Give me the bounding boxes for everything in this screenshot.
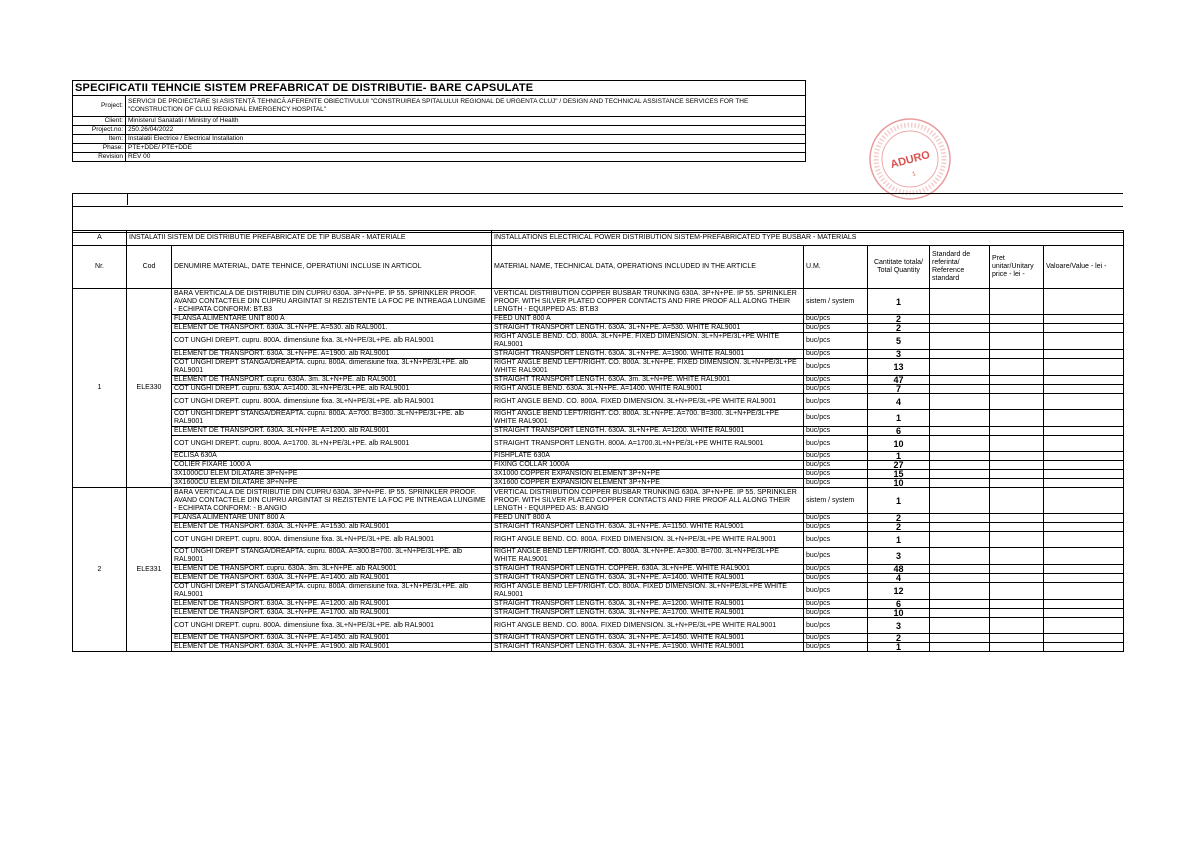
item-unit: buc/pcs <box>804 410 868 427</box>
item-unit-price <box>990 350 1044 359</box>
item-unit: buc/pcs <box>804 574 868 583</box>
item-quantity: 15 <box>868 470 930 479</box>
item-unit: buc/pcs <box>804 427 868 436</box>
item-description-en: FEED UNIT 800 A <box>492 315 804 324</box>
item-unit-price <box>990 470 1044 479</box>
col-cod: Cod <box>127 246 172 289</box>
section-title-en: INSTALLATIONS ELECTRICAL POWER DISTRIBUTION SISTEM-PREFABRICATED TYPE BUSBAR - MATERIALS <box>492 231 1124 246</box>
item-quantity: 1 <box>868 532 930 548</box>
item-description-ro: COLIER FIXARE 1000 A <box>172 461 492 470</box>
section-letter: A <box>73 231 127 246</box>
client-label: Client: <box>73 117 126 126</box>
item-value <box>1044 532 1124 548</box>
item-unit: buc/pcs <box>804 315 868 324</box>
item-description-ro: FLANSA ALIMENTARE UNIT 800 A <box>172 514 492 523</box>
item-unit-price <box>990 479 1044 488</box>
item-unit: buc/pcs <box>804 350 868 359</box>
item-unit-price <box>990 523 1044 532</box>
item-description-ro: ELEMENT DE TRANSPORT. 630A. 3L+N+PE. A=1900. alb RAL9001 <box>172 350 492 359</box>
item-value <box>1044 600 1124 609</box>
item-quantity: 12 <box>868 583 930 600</box>
item-description-en: RIGHT ANGLE BEND. CO. 800A. FIXED DIMENSION. 3L+N+PE/3L+PE WHITE RAL9001 <box>492 394 804 410</box>
table-row <box>73 376 1124 385</box>
item-quantity: 4 <box>868 394 930 410</box>
item-unit: buc/pcs <box>804 532 868 548</box>
item-description-en: STRAIGHT TRANSPORT LENGTH. 630A. 3L+N+PE. A=1400. WHITE RAL9001 <box>492 574 804 583</box>
item-unit-price <box>990 532 1044 548</box>
item-description-en: STRAIGHT TRANSPORT LENGTH. COPPER. 630A. 3L+N+PE. WHITE RAL9001 <box>492 565 804 574</box>
item-quantity: 10 <box>868 436 930 452</box>
item-quantity: 2 <box>868 523 930 532</box>
table-row <box>73 461 1124 470</box>
item-standard <box>930 289 990 315</box>
item-unit-price <box>990 565 1044 574</box>
item-standard <box>930 479 990 488</box>
item-unit: buc/pcs <box>804 385 868 394</box>
item-standard <box>930 461 990 470</box>
item-value <box>1044 514 1124 523</box>
item-quantity: 1 <box>868 452 930 461</box>
item-description-ro: ELEMENT DE TRANSPORT. 630A. 3L+N+PE. A=1400. alb RAL9001 <box>172 574 492 583</box>
item-unit-price <box>990 514 1044 523</box>
item-description-ro: ECLISA 630A <box>172 452 492 461</box>
item-description-en: FEED UNIT 800 A <box>492 514 804 523</box>
item-description-en: RIGHT ANGLE BEND LEFT/RIGHT. CO. 800A. FIXED DIMENSION. 3L+N+PE/3L+PE WHITE RAL9001 <box>492 583 804 600</box>
item-description-ro: 3X1000CU ELEM DILATARE 3P+N+PE <box>172 470 492 479</box>
item-description-en: STRAIGHT TRANSPORT LENGTH. 630A. 3L+N+PE. A=1900. WHITE RAL9001 <box>492 350 804 359</box>
item-description-en: VERTICAL DISTRIBUTION COPPER BUSBAR TRUNKING 630A. 3P+N+PE. IP 55. SPRINKLER PROOF. WITH SILVER PLATED COPPER CONTACTS AND FIRE PROOF ALL ALONG THEIR LENGTH - EQUIPPED AS: BT.B3 <box>492 289 804 315</box>
item-standard <box>930 574 990 583</box>
company-stamp <box>867 116 953 202</box>
item-description-ro: ELEMENT DE TRANSPORT. 630A. 3L+N+PE. A=1200. alb RAL9001 <box>172 427 492 436</box>
table-row <box>73 600 1124 609</box>
col-price: Pret unitar/Unitary price - lei - <box>990 246 1044 289</box>
item-unit: buc/pcs <box>804 565 868 574</box>
item-description-en: STRAIGHT TRANSPORT LENGTH. 630A. 3L+N+PE. A=1450. WHITE RAL9001 <box>492 634 804 643</box>
item-quantity: 1 <box>868 289 930 315</box>
revision-label: Revision <box>73 153 126 162</box>
table-row <box>73 548 1124 565</box>
item-standard <box>930 643 990 652</box>
item-unit: buc/pcs <box>804 583 868 600</box>
item-description-en: RIGHT ANGLE BEND LEFT/RIGHT. CO. 800A. 3L+N+PE. FIXED DIMENSION. 3L+N+PE/3L+PE WHITE RAL9001 <box>492 359 804 376</box>
item-unit: buc/pcs <box>804 600 868 609</box>
item-standard <box>930 600 990 609</box>
item-unit-price <box>990 427 1044 436</box>
table-row <box>73 565 1124 574</box>
item-description-en: STRAIGHT TRANSPORT LENGTH. 630A. 3L+N+PE. A=1900. WHITE RAL9001 <box>492 643 804 652</box>
item-quantity: 4 <box>868 574 930 583</box>
item-value <box>1044 470 1124 479</box>
svg-text:1: 1 <box>911 171 917 178</box>
item-quantity: 7 <box>868 385 930 394</box>
col-value: Valoare/Value - lei - <box>1044 246 1124 289</box>
table-row <box>73 359 1124 376</box>
table-row <box>73 470 1124 479</box>
item-value <box>1044 479 1124 488</box>
stamp-text: ADURO <box>889 148 932 171</box>
item-unit-price <box>990 600 1044 609</box>
item-description-en: 3X1600 COPPER EXPANSION ELEMENT 3P+N+PE <box>492 479 804 488</box>
item-unit: buc/pcs <box>804 436 868 452</box>
item-unit: buc/pcs <box>804 359 868 376</box>
item-standard <box>930 488 990 514</box>
item-quantity: 2 <box>868 324 930 333</box>
item-quantity: 3 <box>868 618 930 634</box>
table-row <box>73 394 1124 410</box>
item-unit-price <box>990 548 1044 565</box>
item-unit-price <box>990 643 1044 652</box>
item-value <box>1044 359 1124 376</box>
item-description-en: RIGHT ANGLE BEND. 630A. 3L+N+PE. A=1400. WHITE RAL9001 <box>492 385 804 394</box>
item-value <box>1044 634 1124 643</box>
item-quantity: 3 <box>868 350 930 359</box>
item-description-en: STRAIGHT TRANSPORT LENGTH. 800A. A=1700.3L+N+PE/3L+PE WHITE RAL9001 <box>492 436 804 452</box>
item-standard <box>930 410 990 427</box>
item-description-en: STRAIGHT TRANSPORT LENGTH. 630A. 3L+N+PE. A=1150. WHITE RAL9001 <box>492 523 804 532</box>
item-value <box>1044 488 1124 514</box>
table-row <box>73 427 1124 436</box>
item-standard <box>930 583 990 600</box>
table-row <box>73 634 1124 643</box>
item-standard <box>930 514 990 523</box>
item-description-ro: ELEMENT DE TRANSPORT. 630A. 3L+N+PE. A=1450. alb RAL9001 <box>172 634 492 643</box>
item-unit-price <box>990 324 1044 333</box>
item-standard <box>930 634 990 643</box>
item-value <box>1044 583 1124 600</box>
item-unit-price <box>990 618 1044 634</box>
item-description-ro: COT UNGHI DREPT. cupru. 800A. dimensiune fixa. 3L+N+PE/3L+PE. alb RAL9001 <box>172 333 492 350</box>
item-standard <box>930 324 990 333</box>
item-unit-price <box>990 634 1044 643</box>
item-unit: buc/pcs <box>804 461 868 470</box>
item-standard <box>930 436 990 452</box>
item-standard <box>930 609 990 618</box>
item-standard <box>930 376 990 385</box>
revision-value: REV 00 <box>126 153 806 162</box>
item-unit: buc/pcs <box>804 376 868 385</box>
item-unit-price <box>990 436 1044 452</box>
item-standard <box>930 385 990 394</box>
item-description-en: VERTICAL DISTRIBUTION COPPER BUSBAR TRUNKING 630A. 3P+N+PE. IP 55. SPRINKLER PROOF. WITH SILVER PLATED COPPER CONTACTS AND FIRE PROOF ALL ALONG THEIR LENGTH - EQUIPPED AS: B.ANGIO <box>492 488 804 514</box>
item-value <box>1044 394 1124 410</box>
phase-value: PTE+DDE/ PTE+DDE <box>126 144 806 153</box>
item-unit-price <box>990 461 1044 470</box>
table-row <box>73 643 1124 652</box>
item-quantity: 10 <box>868 609 930 618</box>
item-value <box>1044 523 1124 532</box>
item-quantity: 27 <box>868 461 930 470</box>
item-quantity: 47 <box>868 376 930 385</box>
table-row <box>73 436 1124 452</box>
table-row <box>73 609 1124 618</box>
item-value <box>1044 436 1124 452</box>
table-row <box>73 324 1124 333</box>
item-quantity: 13 <box>868 359 930 376</box>
item-standard <box>930 359 990 376</box>
item-unit-price <box>990 376 1044 385</box>
item-value <box>1044 452 1124 461</box>
item-description-ro: COT UNGHI DREPT STANGA/DREAPTA. cupru. 800A. A=300.B=700. 3L+N+PE/3L+PE. alb RAL9001 <box>172 548 492 565</box>
item-value <box>1044 333 1124 350</box>
group-number: 1 <box>73 289 127 488</box>
section-header-row <box>73 231 1124 246</box>
item-unit-price <box>990 488 1044 514</box>
table-row <box>73 350 1124 359</box>
item-quantity: 1 <box>868 488 930 514</box>
item-value <box>1044 618 1124 634</box>
item-standard <box>930 350 990 359</box>
item-value <box>1044 565 1124 574</box>
item-unit-price <box>990 394 1044 410</box>
col-std: Standard de referinta/ Reference standard <box>930 246 990 289</box>
item-quantity: 6 <box>868 600 930 609</box>
item-description-ro: BARA VERTICALA DE DISTRIBUTIE DIN CUPRU 630A. 3P+N+PE. IP 55. SPRINKLER PROOF. AVAND CONTACTELE DIN CUPRU ARGINTAT SI REZISTENTE LA FOC PE INTREAGA LUNGIME - ECHIPATA CONFORM: - B.ANGIO <box>172 488 492 514</box>
item-description-ro: COT UNGHI DREPT. cupru. 800A. dimensiune fixa. 3L+N+PE/3L+PE. alb RAL9001 <box>172 532 492 548</box>
col-nr: Nr. <box>73 246 127 289</box>
item-standard <box>930 394 990 410</box>
item-unit-price <box>990 385 1044 394</box>
item-value <box>1044 574 1124 583</box>
item-value <box>1044 410 1124 427</box>
item-unit-price <box>990 315 1044 324</box>
item-value <box>1044 289 1124 315</box>
phase-label: Phase: <box>73 144 126 153</box>
item-description-en: STRAIGHT TRANSPORT LENGTH. 630A. 3L+N+PE. A=530. WHITE RAL9001 <box>492 324 804 333</box>
item-description-ro: ELEMENT DE TRANSPORT. 630A. 3L+N+PE. A=1200. alb RAL9001 <box>172 600 492 609</box>
table-row <box>73 583 1124 600</box>
item-standard <box>930 333 990 350</box>
item-quantity: 1 <box>868 410 930 427</box>
project-label: Project: <box>73 96 126 117</box>
item-unit-price <box>990 452 1044 461</box>
item-unit-price <box>990 583 1044 600</box>
item-description-ro: BARA VERTICALA DE DISTRIBUTIE DIN CUPRU 630A. 3P+N+PE. IP 55. SPRINKLER PROOF. AVAND CONTACTELE DIN CUPRU ARGINTAT SI REZISTENTE LA FOC PE INTREAGA LUNGIME - ECHIPATA CONFORM: BT.B3 <box>172 289 492 315</box>
table-row <box>73 385 1124 394</box>
item-unit-price <box>990 574 1044 583</box>
project-value: SERVICII DE PROIECTARE ȘI ASISTENȚĂ TEHNICĂ AFERENTE OBIECTIVULUI "CONSTRUIREA SPITALULUI REGIONAL DE URGENTA CLUJ" / DESIGN AND TECHNICAL ASSISTANCE SERVICES FOR THE "CONSTRUCTION OF CLUJ REGIONAL EMERGENCY HOSPITAL" <box>126 96 806 117</box>
item-quantity: 1 <box>868 643 930 652</box>
item-value <box>1044 548 1124 565</box>
project-number-value: 250.26/04/2022 <box>126 126 806 135</box>
item-unit-price <box>990 333 1044 350</box>
item-description-ro: ELEMENT DE TRANSPORT. 630A. 3L+N+PE. A=1700. alb RAL9001 <box>172 609 492 618</box>
item-description-ro: 3X1600CU ELEM DILATARE 3P+N+PE <box>172 479 492 488</box>
table-row <box>73 514 1124 523</box>
item-description-ro: FLANSA ALIMENTARE UNIT 800 A <box>172 315 492 324</box>
group-code: ELE330 <box>127 289 172 488</box>
item-description-en: RIGHT ANGLE BEND LEFT/RIGHT. CO. 800A. 3L+N+PE. A=300. B=700. 3L+N+PE/3L+PE WHITE RAL9001 <box>492 548 804 565</box>
item-unit: buc/pcs <box>804 548 868 565</box>
item-unit-price <box>990 359 1044 376</box>
item-value <box>1044 427 1124 436</box>
item-description-ro: ELEMENT DE TRANSPORT. cupru. 630A. 3m. 3L+N+PE. alb RAL9001 <box>172 376 492 385</box>
item-unit: buc/pcs <box>804 452 868 461</box>
item-unit: buc/pcs <box>804 479 868 488</box>
column-header-row <box>73 246 1124 289</box>
item-unit: sistem / system <box>804 488 868 514</box>
table-row <box>73 333 1124 350</box>
item-description-ro: COT UNGHI DREPT. cupru. 630A. A=1400. 3L+N+PE/3L+PE. alb RAL9001 <box>172 385 492 394</box>
item-standard <box>930 548 990 565</box>
item-unit: buc/pcs <box>804 634 868 643</box>
table-row <box>73 488 1124 514</box>
item-value <box>1044 350 1124 359</box>
document-title: SPECIFICATII TEHNCIE SISTEM PREFABRICAT DE DISTRIBUTIE- BARE CAPSULATE <box>73 81 806 96</box>
document-header <box>72 80 806 162</box>
item-description-en: STRAIGHT TRANSPORT LENGTH. 630A. 3L+N+PE. A=1200. WHITE RAL9001 <box>492 600 804 609</box>
item-unit: sistem / system <box>804 289 868 315</box>
item-value <box>1044 324 1124 333</box>
item-quantity: 5 <box>868 333 930 350</box>
item-quantity: 2 <box>868 315 930 324</box>
table-row <box>73 532 1124 548</box>
item-description-en: RIGHT ANGLE BEND LEFT/RIGHT. CO. 800A. 3L+N+PE. A=700. B=300. 3L+N+PE/3L+PE WHITE RAL9001 <box>492 410 804 427</box>
item-value <box>1044 643 1124 652</box>
item-description-en: STRAIGHT TRANSPORT LENGTH. 630A. 3L+N+PE. A=1200. WHITE RAL9001 <box>492 427 804 436</box>
item-value <box>1044 461 1124 470</box>
item-description-ro: COT UNGHI DREPT STANGA/DREAPTA. cupru. 800A. A=700. B=300. 3L+N+PE/3L+PE. alb RAL9001 <box>172 410 492 427</box>
item-quantity: 6 <box>868 427 930 436</box>
col-en: MATERIAL NAME, TECHNICAL DATA, OPERATIONS INCLUDED IN THE ARTICLE <box>492 246 804 289</box>
item-description-ro: COT UNGHI DREPT. cupru. 800A. A=1700. 3L+N+PE/3L+PE. alb RAL9001 <box>172 436 492 452</box>
table-row <box>73 574 1124 583</box>
item-description-en: FIXING COLLAR 1000A <box>492 461 804 470</box>
item-description-ro: COT UNGHI DREPT STANGA/DREAPTA. cupru. 800A. dimensiune fixa. 3L+N+PE/3L+PE. alb RAL9001 <box>172 583 492 600</box>
item-unit: buc/pcs <box>804 324 868 333</box>
item-standard <box>930 427 990 436</box>
item-description-en: RIGHT ANGLE BEND. CO. 800A. 3L+N+PE. FIXED DIMENSION. 3L+N+PE/3L+PE WHITE RAL9001 <box>492 333 804 350</box>
table-row <box>73 479 1124 488</box>
item-standard <box>930 532 990 548</box>
item-description-ro: ELEMENT DE TRANSPORT. 630A. 3L+N+PE. A=530. alb RAL9001. <box>172 324 492 333</box>
item-description-ro: COT UNGHI DREPT. cupru. 800A. dimensiune fixa. 3L+N+PE/3L+PE. alb RAL9001 <box>172 394 492 410</box>
item-unit-price <box>990 609 1044 618</box>
materials-table <box>72 230 1124 652</box>
item-unit: buc/pcs <box>804 470 868 479</box>
item-description-en: RIGHT ANGLE BEND. CO. 800A. FIXED DIMENSION. 3L+N+PE/3L+PE WHITE RAL9001 <box>492 618 804 634</box>
item-description-ro: ELEMENT DE TRANSPORT. cupru. 630A. 3m. 3L+N+PE. alb RAL9001 <box>172 565 492 574</box>
item-quantity: 3 <box>868 548 930 565</box>
client-value: Ministerul Sanatatii / Ministry of Health <box>126 117 806 126</box>
item-description-en: STRAIGHT TRANSPORT LENGTH. 630A. 3m. 3L+N+PE. WHITE RAL9001 <box>492 376 804 385</box>
item-quantity: 48 <box>868 565 930 574</box>
item-value <box>1044 385 1124 394</box>
item-description-en: RIGHT ANGLE BEND. CO. 800A. FIXED DIMENSION. 3L+N+PE/3L+PE WHITE RAL9001 <box>492 532 804 548</box>
item-description-ro: COT UNGHI DREPT STANGA/DREAPTA. cupru. 800A. dimensiune fixa. 3L+N+PE/3L+PE. alb RAL9001 <box>172 359 492 376</box>
item-value: Instalatii Electrice / Electrical Installation <box>126 135 806 144</box>
item-label: Item: <box>73 135 126 144</box>
item-unit: buc/pcs <box>804 609 868 618</box>
item-quantity: 10 <box>868 479 930 488</box>
group-number: 2 <box>73 488 127 652</box>
item-standard <box>930 452 990 461</box>
item-description-ro: ELEMENT DE TRANSPORT. 630A. 3L+N+PE. A=1530. alb RAL9001 <box>172 523 492 532</box>
item-description-en: 3X1000 COPPER EXPANSION ELEMENT 3P+N+PE <box>492 470 804 479</box>
item-unit: buc/pcs <box>804 514 868 523</box>
section-title-ro: INSTALATII SISTEM DE DISTRIBUTIE PREFABRICATE DE TIP BUSBAR - MATERIALE <box>127 231 492 246</box>
item-value <box>1044 609 1124 618</box>
item-unit: buc/pcs <box>804 394 868 410</box>
item-standard <box>930 315 990 324</box>
item-standard <box>930 470 990 479</box>
item-unit-price <box>990 410 1044 427</box>
table-row <box>73 289 1124 315</box>
col-qty: Cantitate totala/ Total Quantity <box>868 246 930 289</box>
item-description-ro: COT UNGHI DREPT. cupru. 800A. dimensiune fixa. 3L+N+PE/3L+PE. alb RAL9001 <box>172 618 492 634</box>
table-row <box>73 452 1124 461</box>
col-um: U.M. <box>804 246 868 289</box>
item-unit-price <box>990 289 1044 315</box>
item-unit: buc/pcs <box>804 643 868 652</box>
item-value <box>1044 315 1124 324</box>
group-code: ELE331 <box>127 488 172 652</box>
table-row <box>73 315 1124 324</box>
table-row <box>73 410 1124 427</box>
item-description-en: FISHPLATE 630A <box>492 452 804 461</box>
item-unit: buc/pcs <box>804 523 868 532</box>
table-row <box>73 523 1124 532</box>
item-description-en: STRAIGHT TRANSPORT LENGTH. 630A. 3L+N+PE. A=1700. WHITE RAL9001 <box>492 609 804 618</box>
item-standard <box>930 523 990 532</box>
item-standard <box>930 565 990 574</box>
item-unit: buc/pcs <box>804 333 868 350</box>
table-row <box>73 618 1124 634</box>
item-value <box>1044 376 1124 385</box>
project-number-label: Project.no: <box>73 126 126 135</box>
col-ro: DENUMIRE MATERIAL, DATE TEHNICE, OPERATIUNI INCLUSE IN ARTICOL <box>172 246 492 289</box>
item-unit: buc/pcs <box>804 618 868 634</box>
item-quantity: 2 <box>868 514 930 523</box>
item-quantity: 2 <box>868 634 930 643</box>
spacer-band <box>72 193 1123 233</box>
item-standard <box>930 618 990 634</box>
item-description-ro: ELEMENT DE TRANSPORT. 630A. 3L+N+PE. A=1900. alb RAL9001 <box>172 643 492 652</box>
